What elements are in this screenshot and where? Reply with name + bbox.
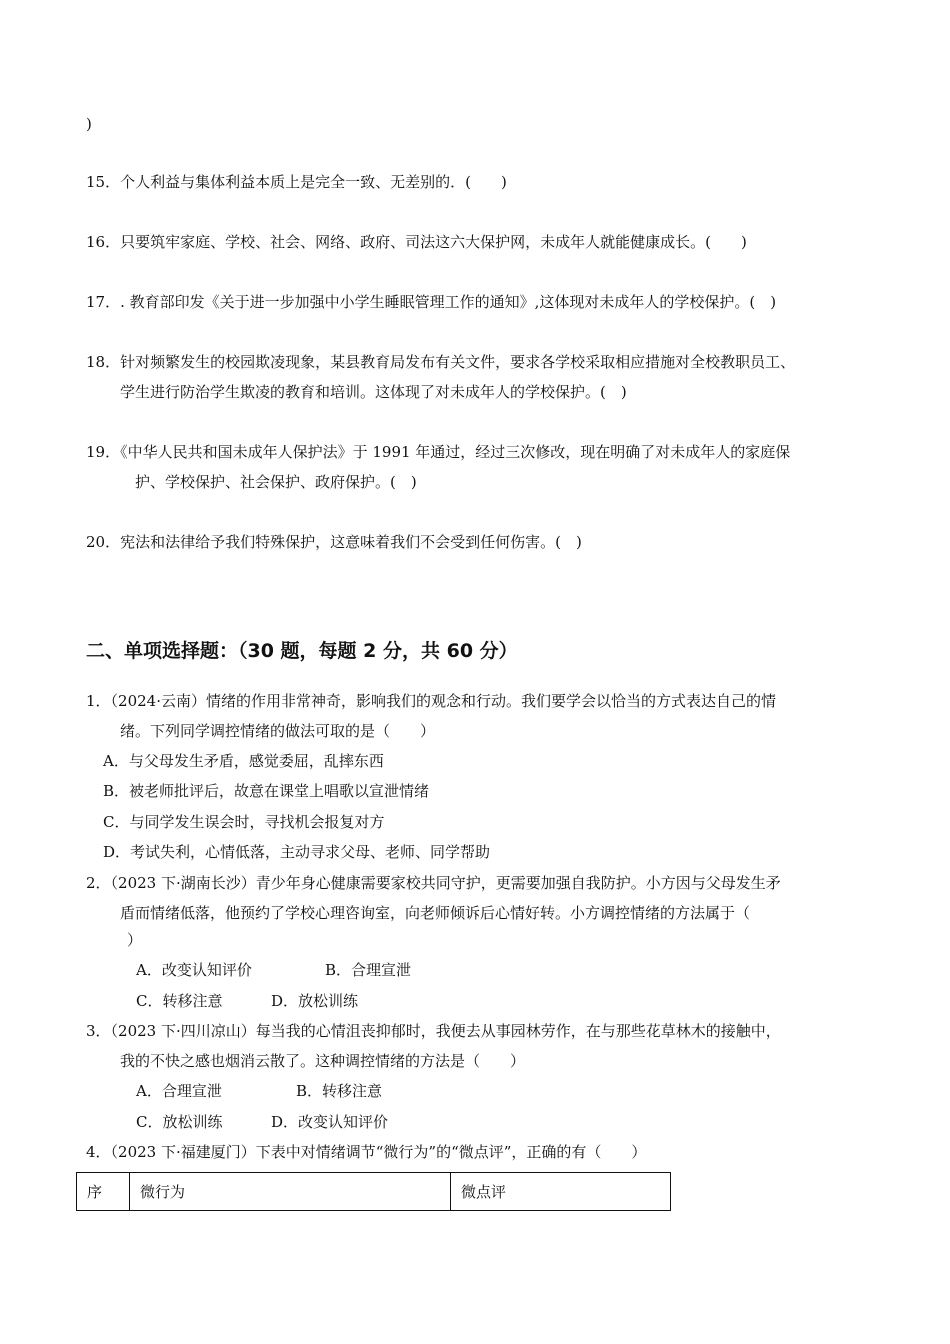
question-4 bbox=[86, 1142, 646, 1162]
item-text: 个人利益与集体利益本质上是完全一致、无差别的．( ) bbox=[120, 173, 507, 191]
item-number: 16． bbox=[86, 233, 121, 251]
q3-option-d[interactable]: D．改变认知评价 bbox=[271, 1113, 389, 1131]
question-3 bbox=[86, 1021, 781, 1041]
tf-item-17 bbox=[86, 292, 776, 312]
item-number: 19． bbox=[86, 443, 121, 461]
table-header-cell: 微行为 bbox=[130, 1173, 451, 1211]
question-text: （2023 下·福建厦门）下表中对情绪调节“微行为”的“微点评”，正确的有（ ） bbox=[110, 1143, 647, 1161]
item-text: 《中华人民共和国未成年人保护法》于 1991 年通过，经过三次修改，现在明确了对未成年人的家庭保 bbox=[120, 443, 791, 461]
q3-option-c[interactable]: C．放松训练 bbox=[136, 1113, 223, 1131]
item-text: . 教育部印发《关于进一步加强中小学生睡眠管理工作的通知》,这体现对未成年人的学校保护。( ) bbox=[120, 293, 777, 311]
table-header-row bbox=[77, 1173, 671, 1211]
question-text: （2023 下·湖南长沙）青少年身心健康需要家校共同守护，更需要加强自我防护。小方因与父母发生矛 bbox=[110, 874, 781, 892]
q4-table bbox=[76, 1172, 671, 1211]
q1-option-c[interactable]: C．与同学发生误会时，寻找机会报复对方 bbox=[103, 813, 385, 831]
q1-option-d[interactable]: D．考试失利，心情低落，主动寻求父母、老师、同学帮助 bbox=[103, 843, 491, 861]
q1-option-a[interactable]: A．与父母发生矛盾，感觉委屈，乱摔东西 bbox=[103, 752, 384, 770]
question-1 bbox=[86, 691, 776, 711]
item-text: 针对频繁发生的校园欺凌现象，某县教育局发布有关文件，要求各学校采取相应措施对全校教职员工、 bbox=[120, 353, 796, 371]
tf-item-18-line2: 学生进行防治学生欺凌的教育和培训。这体现了对未成年人的学校保护。( ) bbox=[120, 383, 627, 401]
question-3-line2: 我的不快之感也烟消云散了。这种调控情绪的方法是（ ） bbox=[120, 1052, 526, 1070]
q2-option-d[interactable]: D．放松训练 bbox=[271, 992, 359, 1010]
question-2-line2: 盾而情绪低落，他预约了学校心理咨询室，向老师倾诉后心情好转。小方调控情绪的方法属于（ bbox=[120, 904, 751, 922]
tf-item-16 bbox=[86, 232, 747, 252]
q2-option-b[interactable]: B．合理宣泄 bbox=[325, 961, 412, 979]
table-header-cell: 序 bbox=[77, 1173, 130, 1211]
q1-option-b[interactable]: B．被老师批评后，故意在课堂上唱歌以宣泄情绪 bbox=[103, 782, 430, 800]
section-heading: 二、单项选择题：（30 题，每题 2 分，共 60 分） bbox=[86, 640, 518, 662]
question-number: 1． bbox=[86, 692, 111, 710]
item-text: 宪法和法律给予我们特殊保护，这意味着我们不会受到任何伤害。( ) bbox=[120, 533, 582, 551]
q3-option-a[interactable]: A．合理宣泄 bbox=[136, 1082, 222, 1100]
item-text: 只要筑牢家庭、学校、社会、网络、政府、司法这六大保护网，未成年人就能健康成长。( ) bbox=[120, 233, 747, 251]
table-header-cell: 微点评 bbox=[451, 1173, 671, 1211]
item-number: 20． bbox=[86, 533, 121, 551]
question-number: 3． bbox=[86, 1022, 111, 1040]
question-text: （2023 下·四川凉山）每当我的心情沮丧抑郁时，我便去从事园林劳作，在与那些花草林木的接触中， bbox=[110, 1022, 781, 1040]
continuation-paren: ) bbox=[86, 115, 92, 133]
question-number: 4． bbox=[86, 1143, 111, 1161]
tf-item-18 bbox=[86, 352, 795, 372]
q2-option-c[interactable]: C．转移注意 bbox=[136, 992, 223, 1010]
question-2 bbox=[86, 873, 781, 893]
question-1-line2: 绪。下列同学调控情绪的做法可取的是（ ） bbox=[120, 722, 436, 740]
question-number: 2． bbox=[86, 874, 111, 892]
tf-item-15 bbox=[86, 172, 507, 192]
item-number: 15． bbox=[86, 173, 121, 191]
item-number: 18． bbox=[86, 353, 121, 371]
tf-item-19-line2: 护、学校保护、社会保护、政府保护。( ) bbox=[135, 473, 417, 491]
item-number: 17． bbox=[86, 293, 121, 311]
q3-option-b[interactable]: B．转移注意 bbox=[296, 1082, 383, 1100]
question-text: （2024·云南）情绪的作用非常神奇，影响我们的观念和行动。我们要学会以恰当的方式表达自己的情 bbox=[110, 692, 776, 710]
q2-option-a[interactable]: A．改变认知评价 bbox=[136, 961, 252, 979]
tf-item-20 bbox=[86, 532, 582, 552]
question-2-line3: ） bbox=[127, 931, 143, 949]
tf-item-19 bbox=[86, 442, 790, 462]
